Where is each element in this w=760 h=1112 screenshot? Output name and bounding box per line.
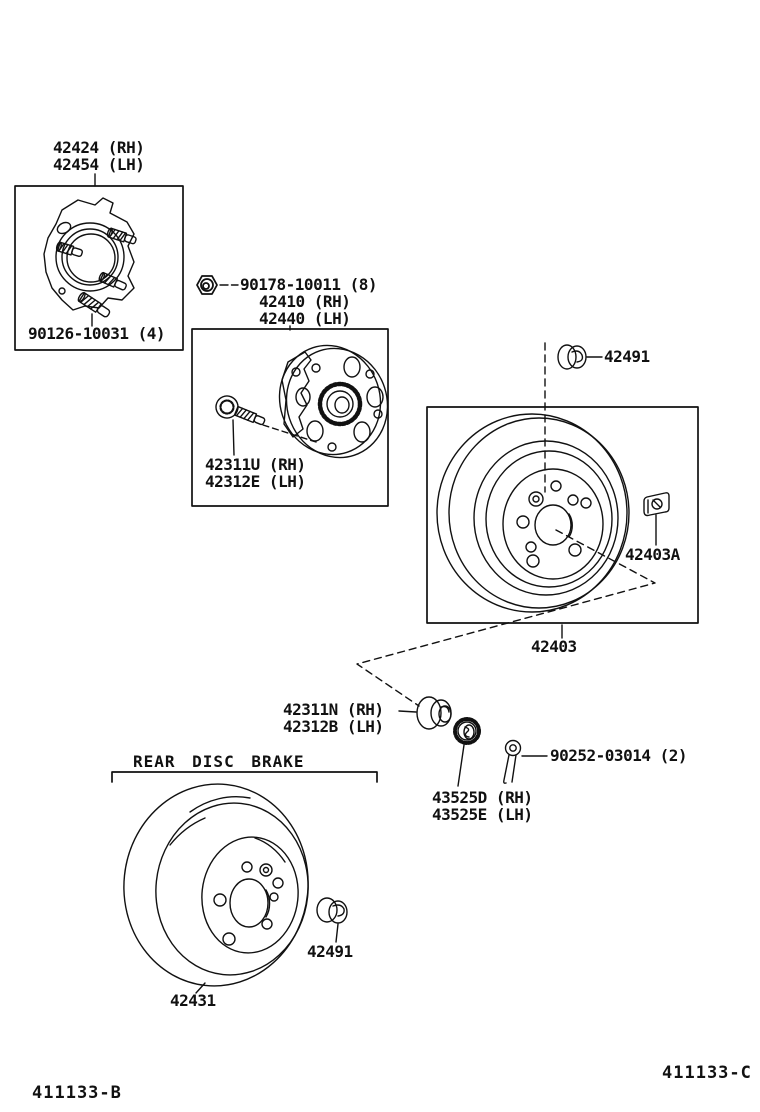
plug-lower-icon (317, 898, 347, 923)
hub-stud-icon (213, 393, 269, 433)
label-lock-nut-cap-rh: 43525D (RH) (432, 788, 533, 807)
label-hub-stud-rh: 42311U (RH) (205, 455, 306, 474)
label-plug-upper: 42491 (604, 347, 650, 366)
leader-lock-nut-cap (458, 745, 464, 786)
axle-hub-drawing (213, 332, 402, 471)
rear-disc-brake-heading: REAR DISC BRAKE (133, 752, 305, 771)
label-plug-lower: 42491 (307, 942, 353, 961)
lock-nut-cap-icon (455, 719, 479, 743)
label-bearing-lock-nut-lh: 42312B (LH) (283, 717, 384, 736)
rear-disc-brake-bracket (112, 772, 377, 782)
figure-code-right: 411133-C (662, 1063, 752, 1083)
label-bearing-carrier-rh: 42424 (RH) (53, 138, 145, 157)
label-lock-nut-cap-lh: 43525E (LH) (432, 805, 533, 824)
label-brake-drum: 42403 (531, 637, 577, 656)
label-bearing-lock-nut (283, 701, 383, 735)
label-lock-nut-cap (432, 789, 532, 823)
label-hub-stud-lh: 42312E (LH) (205, 472, 306, 491)
cotter-pin-icon (504, 741, 521, 784)
label-axle-hub (259, 293, 350, 327)
label-bearing-lock-nut-rh: 42311N (RH) (283, 700, 384, 719)
label-bearing-carrier (53, 139, 144, 173)
dashed-guides (357, 343, 655, 706)
bearing-lock-nut-icon (417, 697, 451, 729)
plug-upper-icon (558, 345, 586, 369)
label-carrier-stud-bolt: 90126-10031 (4) (28, 324, 165, 343)
brake-drum-drawing (437, 414, 629, 612)
label-brake-disc: 42431 (170, 991, 216, 1010)
label-axle-hub-lh: 42440 (LH) (259, 309, 351, 328)
label-bearing-carrier-lh: 42454 (LH) (53, 155, 145, 174)
label-hub-stud (205, 456, 305, 490)
label-cotter-pin: 90252-03014 (2) (550, 746, 687, 765)
figure-code-left: 411133-B (32, 1083, 122, 1103)
bearing-carrier-drawing (44, 198, 137, 326)
label-axle-hub-rh: 42410 (RH) (259, 292, 351, 311)
leader-bearing-lock-nut (399, 711, 416, 712)
label-drum-clip: 42403A (625, 545, 680, 564)
label-hub-nut: 90178-10011 (8) (240, 275, 377, 294)
carrier-stud-bolt-icon (77, 292, 111, 319)
brake-disc-drawing (114, 775, 318, 995)
hub-nut-icon (197, 276, 217, 294)
drum-clip-icon (644, 493, 669, 516)
leader-plug-lower (336, 924, 338, 942)
wheel-stud-icon (56, 242, 83, 258)
